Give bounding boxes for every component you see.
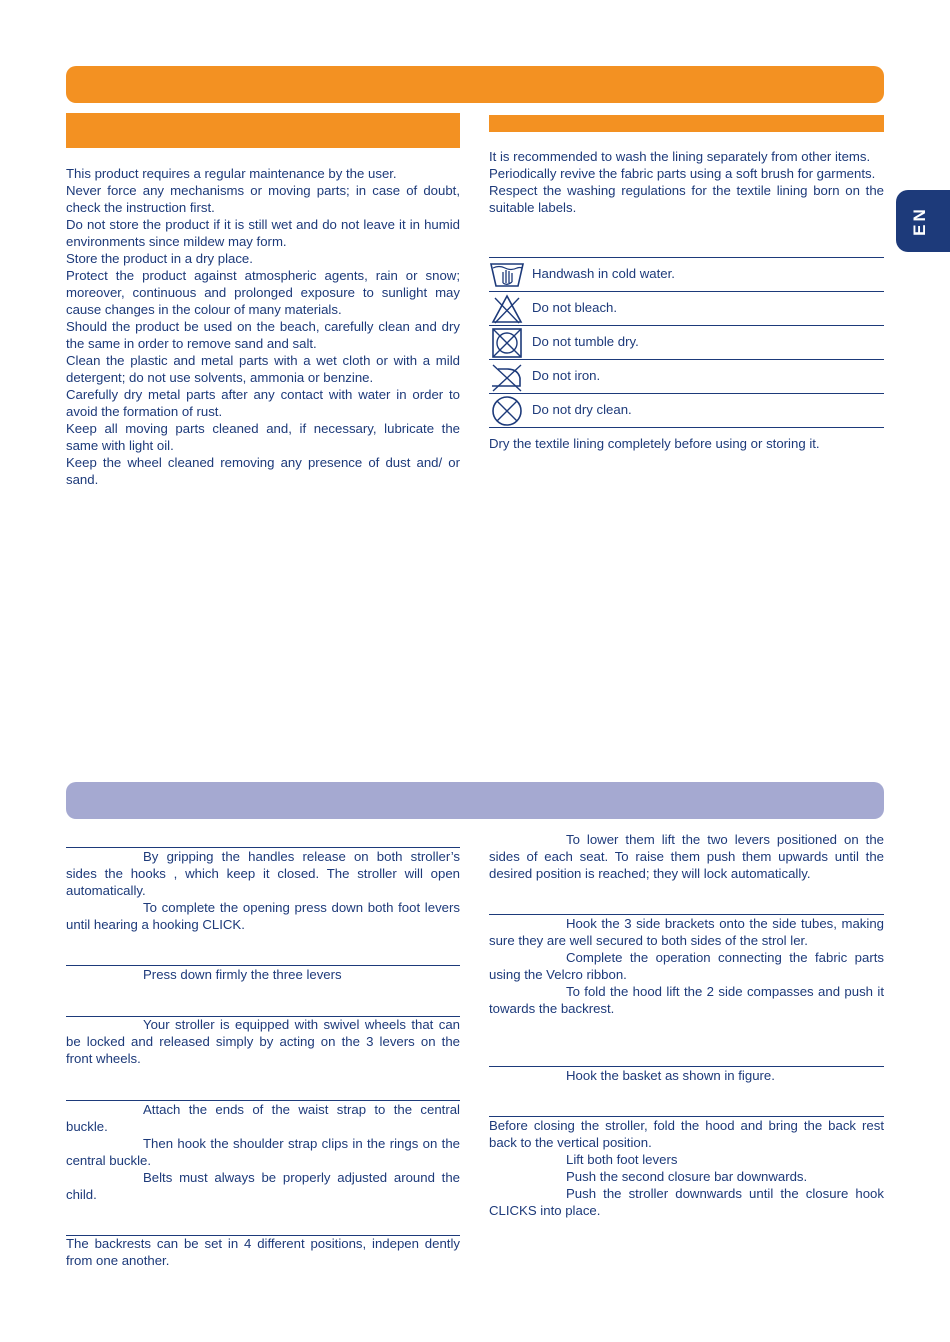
hood-step-3: To fold the hood lift the 2 side compasses and push it towards the backrest. — [489, 984, 884, 1016]
care-row-no-bleach — [489, 292, 884, 326]
care-row-no-iron — [489, 360, 884, 394]
care-label: Do not tumble dry. — [532, 334, 639, 349]
maintenance-paragraph: Carefully dry metal parts after any contact with water in order to avoid the formation of rust. — [66, 387, 460, 419]
belt-step-3: Belts must always be properly adjusted around the child. — [66, 1170, 460, 1202]
care-label: Do not dry clean. — [532, 402, 632, 417]
backrest-text — [66, 1235, 460, 1269]
no-iron-icon — [489, 361, 525, 393]
maintenance-paragraph: Clean the plastic and metal parts with a wet cloth or with a mild detergent; do not use solvents, ammonia or benzine. — [66, 353, 460, 385]
fabric-paragraph: It is recommended to wash the lining separately from other items. — [489, 149, 871, 164]
backrest-step: The backrests can be set in 4 different positions, indepen dently from one another. — [66, 1236, 460, 1268]
header-bar — [66, 66, 884, 103]
maintenance-paragraph: Keep the wheel cleaned removing any presence of dust and/ or sand. — [66, 455, 460, 487]
closing-text — [489, 1117, 884, 1219]
fabric-heading-bar — [489, 115, 884, 132]
fabric-paragraph: Periodically revive the fabric parts using a soft brush for garments. — [489, 166, 876, 181]
care-label: Do not iron. — [532, 368, 601, 383]
opening-step-1: By gripping the handles release on both stroller’s sides the hooks , which keep it closed. The stroller will open automatically. — [66, 849, 460, 898]
hood-step-1: Hook the 3 side brackets onto the side tubes, making sure they are well secured to both sides of the strol ler. — [489, 916, 884, 948]
no-bleach-icon — [489, 293, 525, 325]
language-tab — [896, 190, 950, 252]
belt-text — [66, 1101, 460, 1203]
closing-intro: Before closing the stroller, fold the hood and bring the back rest back to the vertical position. — [489, 1118, 884, 1150]
basket-step: Hook the basket as shown in figure. — [566, 1068, 775, 1083]
maintenance-paragraph: Do not store the product if it is still wet and do not leave it in humid environments since mildew may form. — [66, 217, 460, 249]
instructions-heading-bar — [66, 782, 884, 819]
maintenance-paragraph: Should the product be used on the beach, carefully clean and dry the same in order to remove sand and salt. — [66, 319, 460, 351]
brake-step: Press down firmly the three levers — [143, 967, 342, 982]
closing-step-2: Push the second closure bar downwards. — [566, 1169, 808, 1184]
language-tab-label: EN — [910, 206, 929, 236]
care-row-handwash — [489, 258, 884, 292]
maintenance-paragraph: Never force any mechanisms or moving parts; in case of doubt, check the instruction first. — [66, 183, 460, 215]
wheels-text — [66, 1016, 460, 1067]
handwash-icon — [489, 259, 525, 291]
maintenance-paragraph: Store the product in a dry place. — [66, 251, 253, 266]
opening-text — [66, 848, 460, 933]
hood-text — [489, 915, 884, 1017]
opening-step-2: To complete the opening press down both foot levers until hearing a hooking CLICK. — [66, 900, 460, 932]
belt-step-1: Attach the ends of the waist strap to the central buckle. — [66, 1102, 460, 1134]
care-row-no-tumble-dry — [489, 326, 884, 360]
brake-text — [66, 966, 460, 983]
backrest-adjust-step: To lower them lift the two levers positioned on the sides of each seat. To raise them push them upwards until the desired position is reached; they will lock automatically. — [489, 832, 884, 881]
care-label: Do not bleach. — [532, 300, 618, 315]
belt-step-2: Then hook the shoulder strap clips in the rings on the central buckle. — [66, 1136, 460, 1168]
care-row-no-dry-clean — [489, 394, 884, 428]
maintenance-paragraph: Protect the product against atmospheric agents, rain or snow; moreover, continuous and prolonged exposure to sunlight may cause changes in the colour of many materials. — [66, 268, 460, 317]
no-tumble-dry-icon — [489, 327, 525, 359]
basket-text — [489, 1067, 884, 1084]
maintenance-paragraph: Keep all moving parts cleaned and, if necessary, lubricate the same with light oil. — [66, 421, 460, 453]
fabric-footer: Dry the textile lining completely before using or storing it. — [489, 436, 820, 451]
closing-step-3: Push the stroller downwards until the closure hook CLICKS into place. — [489, 1186, 884, 1218]
maintenance-text — [66, 165, 460, 488]
maintenance-paragraph: This product requires a regular maintenance by the user. — [66, 166, 397, 181]
no-dry-clean-icon — [489, 395, 525, 427]
hood-step-2: Complete the operation connecting the fabric parts using the Velcro ribbon. — [489, 950, 884, 982]
fabric-text — [489, 148, 884, 216]
wheels-step: Your stroller is equipped with swivel wheels that can be locked and released simply by acting on the 3 levers on the front wheels. — [66, 1017, 460, 1066]
maintenance-heading-bar — [66, 113, 460, 148]
backrest-adjust-text — [489, 831, 884, 882]
care-label: Handwash in cold water. — [532, 266, 675, 281]
fabric-paragraph: Respect the washing regulations for the textile lining born on the suitable labels. — [489, 183, 884, 215]
closing-step-1: Lift both foot levers — [566, 1152, 678, 1167]
